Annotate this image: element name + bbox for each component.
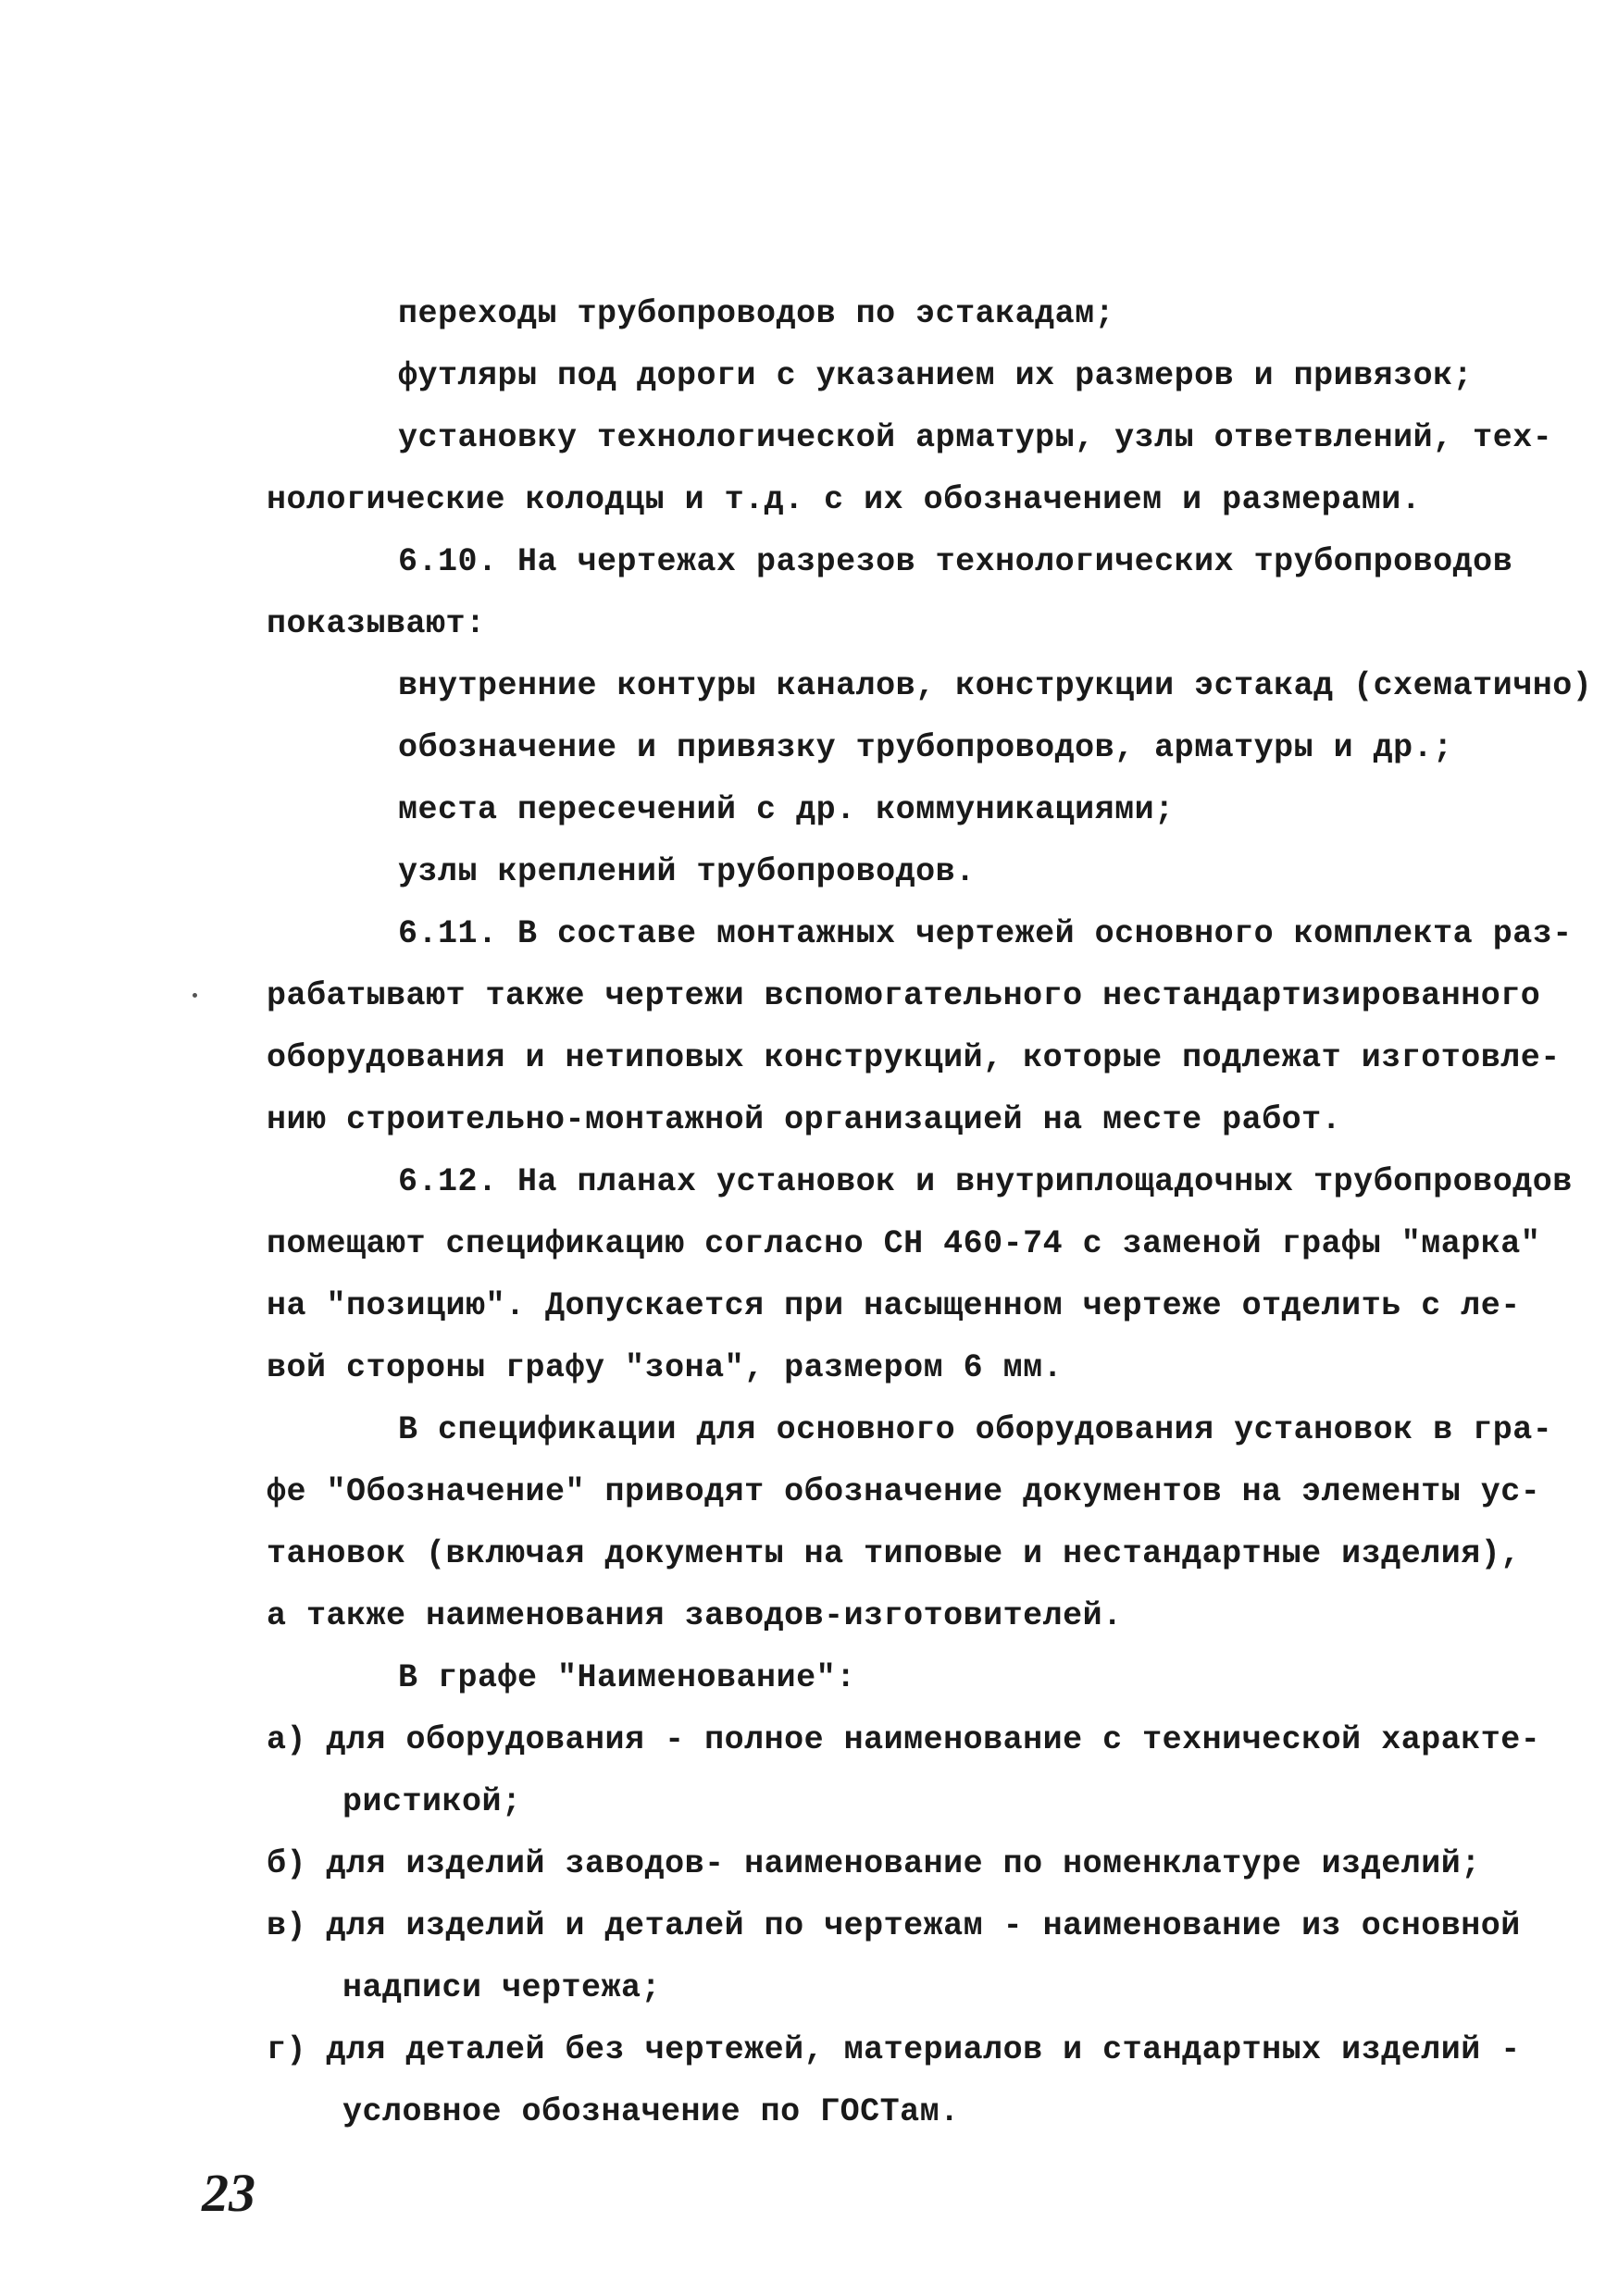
page-number: 23	[202, 2163, 255, 2223]
text-line: 6.12. На планах установок и внутриплощадочных трубопроводов	[398, 1163, 1573, 1200]
text-line: места пересечений с др. коммуникациями;	[398, 791, 1175, 828]
text-line: 6.11. В составе монтажных чертежей основного комплекта раз-	[398, 915, 1573, 952]
text-line: г) для деталей без чертежей, материалов и стандартных изделий -	[267, 2031, 1521, 2068]
scan-speck	[193, 993, 197, 998]
text-line: вой стороны графу "зона", размером 6 мм.	[267, 1349, 1064, 1386]
text-line: футляры под дороги с указанием их размеров и привязок;	[398, 357, 1474, 394]
text-line: фе "Обозначение" приводят обозначение документов на элементы ус-	[267, 1473, 1541, 1510]
text-line: обозначение и привязку трубопроводов, арматуры и др.;	[398, 729, 1453, 766]
text-line: рабатывают также чертежи вспомогательного нестандартизированного	[267, 977, 1541, 1014]
text-line: надписи чертежа;	[342, 1969, 662, 2006]
text-line: переходы трубопроводов по эстакадам;	[398, 295, 1115, 332]
text-line: ристикой;	[342, 1783, 522, 1820]
text-line: б) для изделий заводов- наименование по номенклатуре изделий;	[267, 1845, 1481, 1882]
text-line: помещают спецификацию согласно СН 460-74 с заменой графы "марка"	[267, 1225, 1541, 1262]
text-line: показывают:	[267, 605, 486, 642]
text-line: оборудования и нетиповых конструкций, которые подлежат изготовле-	[267, 1039, 1561, 1076]
text-line: установку технологической арматуры, узлы ответвлений, тех-	[398, 419, 1553, 456]
text-line: узлы креплений трубопроводов.	[398, 853, 976, 890]
text-line: внутренние контуры каналов, конструкции эстакад (схематично)	[398, 667, 1593, 704]
text-line: В графе "Наименование":	[398, 1659, 856, 1696]
text-line: условное обозначение по ГОСТам.	[342, 2093, 960, 2130]
text-line: нологические колодцы и т.д. с их обозначением и размерами.	[267, 481, 1422, 518]
text-line: а также наименования заводов-изготовителей.	[267, 1597, 1123, 1634]
text-line: тановок (включая документы на типовые и нестандартные изделия),	[267, 1535, 1521, 1572]
text-line: В спецификации для основного оборудования установок в гра-	[398, 1411, 1553, 1448]
text-line: на "позицию". Допускается при насыщенном чертеже отделить с ле-	[267, 1287, 1521, 1324]
text-line: 6.10. На чертежах разрезов технологических трубопроводов	[398, 543, 1513, 580]
text-line: а) для оборудования - полное наименование с технической характе-	[267, 1721, 1541, 1758]
text-line: в) для изделий и деталей по чертежам - наименование из основной	[267, 1907, 1521, 1944]
text-line: нию строительно-монтажной организацией на месте работ.	[267, 1101, 1342, 1138]
